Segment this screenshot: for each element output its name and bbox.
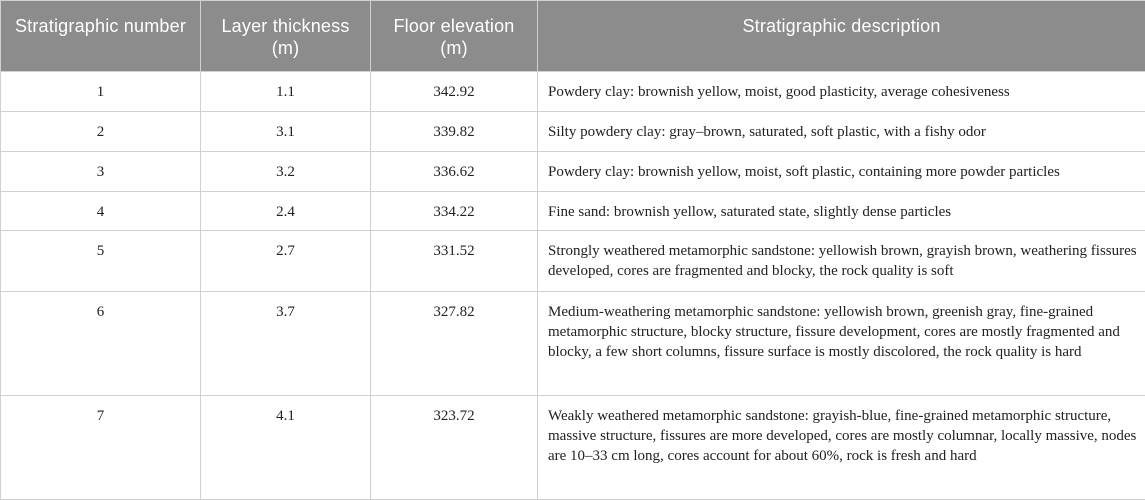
cell-number: 3 bbox=[1, 152, 201, 192]
cell-number: 5 bbox=[1, 231, 201, 292]
cell-elevation: 336.62 bbox=[371, 152, 538, 192]
cell-thickness: 4.1 bbox=[201, 396, 371, 500]
table-header bbox=[1, 1, 1145, 72]
table-row bbox=[1, 112, 1145, 152]
cell-number: 2 bbox=[1, 112, 201, 152]
table-row bbox=[1, 231, 1145, 292]
table-row bbox=[1, 152, 1145, 192]
table-row bbox=[1, 292, 1145, 396]
table-body bbox=[1, 72, 1145, 500]
cell-description: Fine sand: brownish yellow, saturated state, slightly dense particles bbox=[538, 192, 1145, 231]
cell-elevation: 331.52 bbox=[371, 231, 538, 292]
cell-description: Strongly weathered metamorphic sandstone: yellowish brown, grayish brown, weathering fissures developed, cores are fragmented and blocky, the rock quality is soft bbox=[538, 231, 1145, 292]
cell-description: Medium-weathering metamorphic sandstone: yellowish brown, greenish gray, fine-grained metamorphic structure, blocky structure, fissure development, cores are mostly fragmented and blocky, a few short columns, fissure surface is mostly discolored, the rock quality is hard bbox=[538, 292, 1145, 396]
cell-description: Silty powdery clay: gray–brown, saturated, soft plastic, with a fishy odor bbox=[538, 112, 1145, 152]
cell-number: 6 bbox=[1, 292, 201, 396]
cell-elevation: 342.92 bbox=[371, 72, 538, 112]
table-row bbox=[1, 396, 1145, 500]
header-floor-elevation: Floor elevation (m) bbox=[371, 1, 538, 72]
cell-elevation: 323.72 bbox=[371, 396, 538, 500]
cell-elevation: 327.82 bbox=[371, 292, 538, 396]
cell-thickness: 3.7 bbox=[201, 292, 371, 396]
header-stratigraphic-description: Stratigraphic description bbox=[538, 1, 1145, 72]
table-row bbox=[1, 192, 1145, 231]
cell-thickness: 1.1 bbox=[201, 72, 371, 112]
cell-number: 7 bbox=[1, 396, 201, 500]
header-stratigraphic-number: Stratigraphic number bbox=[1, 1, 201, 72]
cell-thickness: 3.2 bbox=[201, 152, 371, 192]
cell-description: Powdery clay: brownish yellow, moist, soft plastic, containing more powder particles bbox=[538, 152, 1145, 192]
cell-number: 4 bbox=[1, 192, 201, 231]
cell-description: Powdery clay: brownish yellow, moist, good plasticity, average cohesiveness bbox=[538, 72, 1145, 112]
table-row bbox=[1, 72, 1145, 112]
cell-thickness: 2.4 bbox=[201, 192, 371, 231]
header-row bbox=[1, 1, 1145, 72]
cell-elevation: 339.82 bbox=[371, 112, 538, 152]
cell-description: Weakly weathered metamorphic sandstone: grayish-blue, fine-grained metamorphic structure, massive structure, fissures are more developed, cores are mostly columnar, locally massive, nodes are 10–33 cm long, cores account for about 60%, rock is fresh and hard bbox=[538, 396, 1145, 500]
header-layer-thickness: Layer thickness (m) bbox=[201, 1, 371, 72]
cell-thickness: 3.1 bbox=[201, 112, 371, 152]
cell-thickness: 2.7 bbox=[201, 231, 371, 292]
cell-elevation: 334.22 bbox=[371, 192, 538, 231]
cell-number: 1 bbox=[1, 72, 201, 112]
